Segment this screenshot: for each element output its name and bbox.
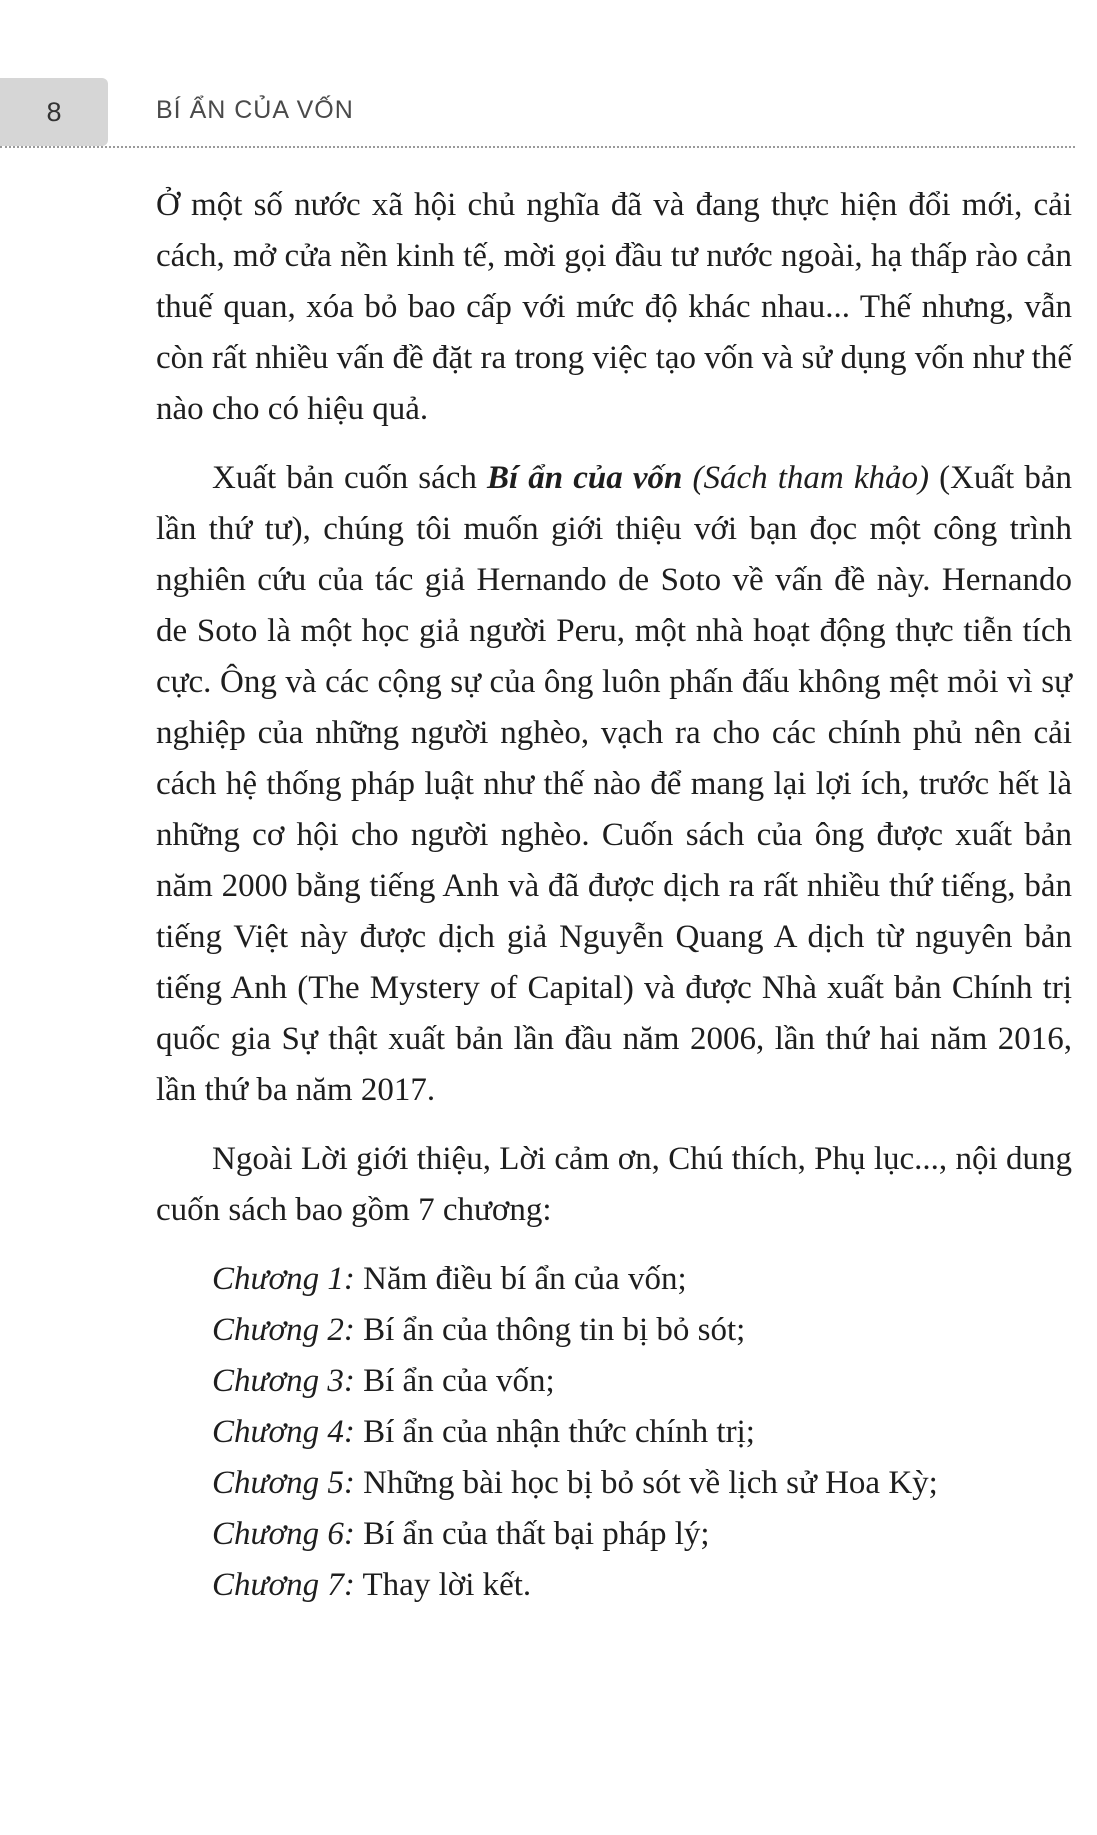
- book-subtitle: (Sách tham khảo): [682, 460, 929, 496]
- chapter-item: [156, 1407, 1072, 1458]
- chapter-label: Chương 4:: [212, 1414, 355, 1450]
- header-divider: [0, 146, 1075, 148]
- chapter-label: Chương 7:: [212, 1567, 355, 1603]
- chapter-item: [156, 1305, 1072, 1356]
- page-number-tab: [0, 78, 108, 146]
- chapter-label: Chương 5:: [212, 1465, 355, 1501]
- chapter-label: Chương 3:: [212, 1363, 355, 1399]
- chapter-title: Năm điều bí ẩn của vốn;: [354, 1261, 687, 1297]
- paragraph-contents: Ngoài Lời giới thiệu, Lời cảm ơn, Chú thích, Phụ lục..., nội dung cuốn sách bao gồm 7 chương:: [156, 1141, 1072, 1228]
- paragraph-intro: Ở một số nước xã hội chủ nghĩa đã và đang thực hiện đổi mới, cải cách, mở cửa nền kinh tế, mời gọi đầu tư nước ngoài, hạ thấp rào cản thuế quan, xóa bỏ bao cấp với mức độ khác nhau... Thế nhưng, vẫn còn rất nhiều vấn đề đặt ra trong việc tạo vốn và sử dụng vốn như thế nào cho có hiệu quả.: [156, 187, 1072, 427]
- chapter-title: Bí ẩn của thất bại pháp lý;: [354, 1516, 710, 1552]
- chapter-item: [156, 1254, 1072, 1305]
- page-body: [156, 180, 1072, 1611]
- page-number: 8: [46, 96, 62, 127]
- chapter-title: Thay lời kết.: [354, 1567, 532, 1603]
- chapter-item: [156, 1560, 1072, 1611]
- chapter-item: [156, 1509, 1072, 1560]
- paragraph-lead: Xuất bản cuốn sách: [212, 460, 488, 496]
- chapter-title: Bí ẩn của vốn;: [354, 1363, 555, 1399]
- chapter-title: Bí ẩn của nhận thức chính trị;: [354, 1414, 755, 1450]
- chapter-item: [156, 1458, 1072, 1509]
- chapter-label: Chương 1:: [212, 1261, 355, 1297]
- chapter-item: [156, 1356, 1072, 1407]
- chapter-label: Chương 6:: [212, 1516, 355, 1552]
- chapter-title: Bí ẩn của thông tin bị bỏ sót;: [354, 1312, 746, 1348]
- chapter-title: Những bài học bị bỏ sót về lịch sử Hoa Kỳ;: [354, 1465, 938, 1501]
- chapter-list: [156, 1254, 1072, 1611]
- paragraph-body: (Xuất bản lần thứ tư), chúng tôi muốn giới thiệu với bạn đọc một công trình nghiên cứu của tác giả Hernando de Soto về vấn đề này. Hernando de Soto là một học giả người Peru, một nhà hoạt động thực tiễn tích cực. Ông và các cộng sự của ông luôn phấn đấu không mệt mỏi vì sự nghiệp của những người nghèo, vạch ra cho các chính phủ nên cải cách hệ thống pháp luật như thế nào để mang lại lợi ích, trước hết là những cơ hội cho người nghèo. Cuốn sách của ông được xuất bản năm 2000 bằng tiếng Anh và đã được dịch ra rất nhiều thứ tiếng, bản tiếng Việt này được dịch giả Nguyễn Quang A dịch từ nguyên bản tiếng Anh (The Mystery of Capital) và được Nhà xuất bản Chính trị quốc gia Sự thật xuất bản lần đầu năm 2006, lần thứ hai năm 2016, lần thứ ba năm 2017.: [156, 460, 1072, 1108]
- running-title: BÍ ẨN CỦA VỐN: [156, 96, 354, 124]
- chapter-label: Chương 2:: [212, 1312, 355, 1348]
- book-title: Bí ẩn của vốn: [487, 460, 683, 496]
- paragraph-publication: [156, 453, 1072, 1116]
